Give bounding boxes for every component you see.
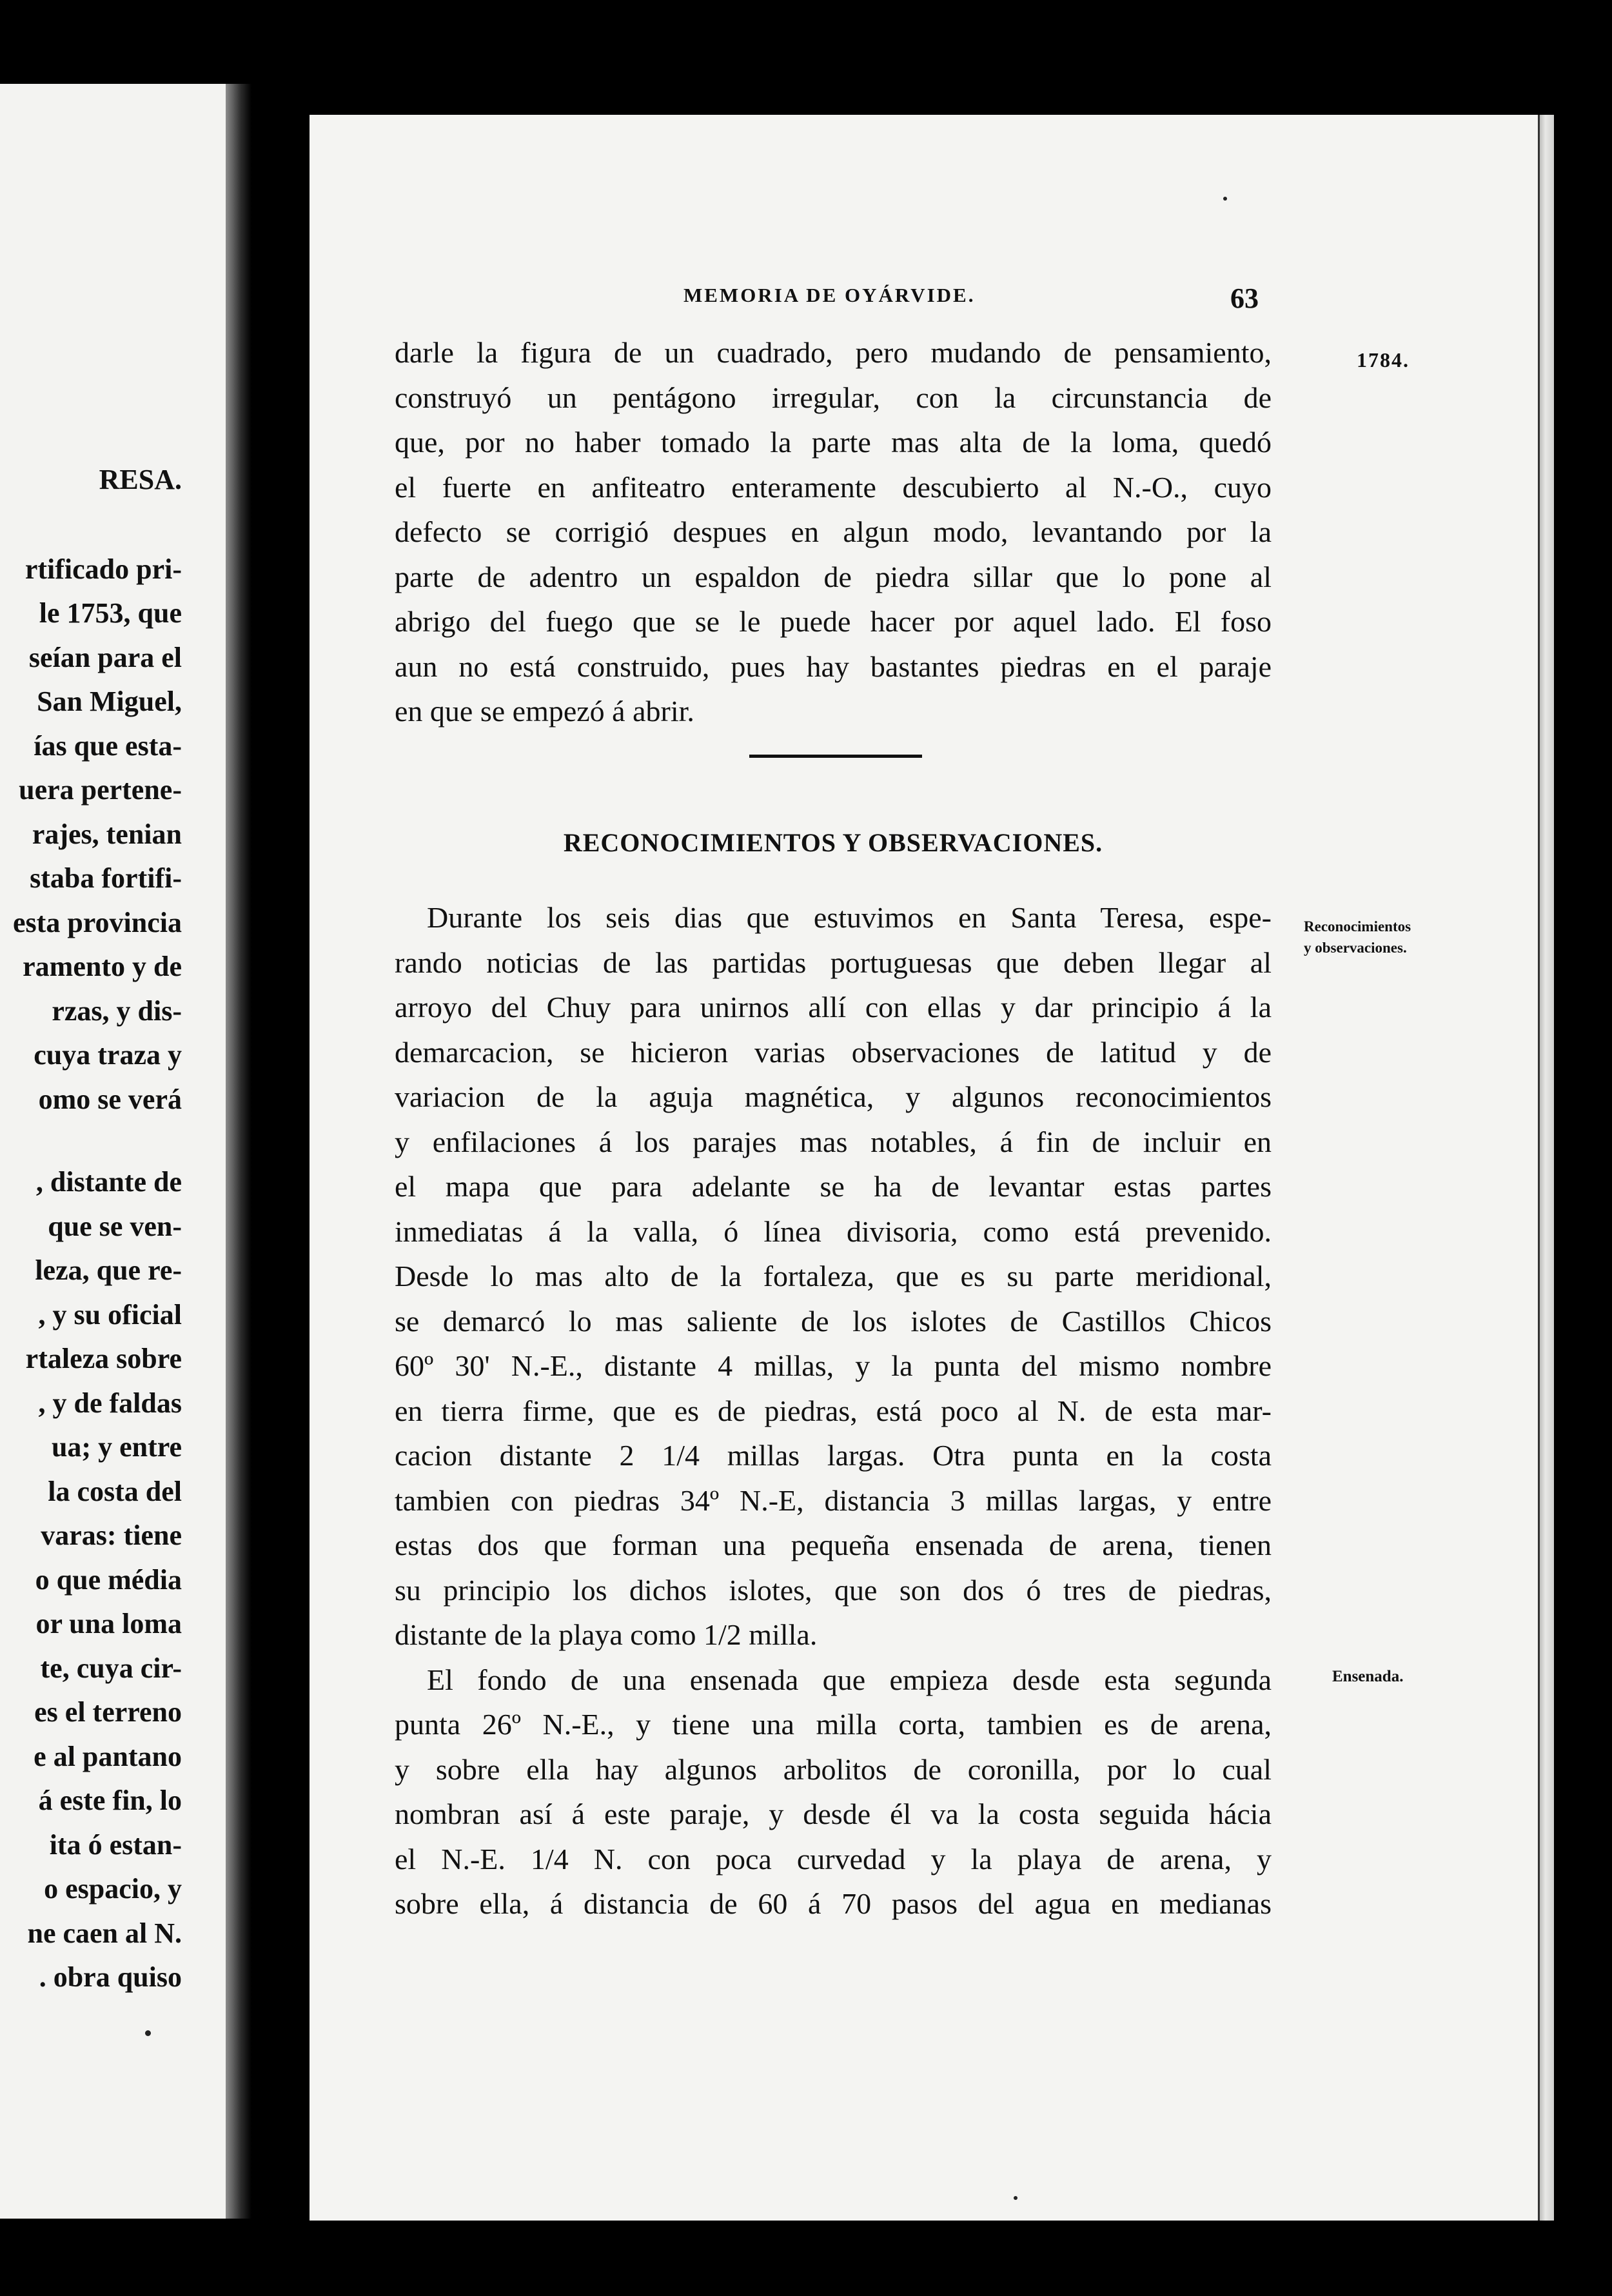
text-line: y sobre ella hay algunos arbolitos de coronilla, por lo cual (395, 1752, 1272, 1786)
text-line: el fuerte en anfiteatro enteramente descubierto al N.-O., cuyo (395, 470, 1272, 504)
text-line: ías que esta- (34, 729, 182, 762)
text-line: esta provincia (13, 906, 182, 938)
text-line: ramento y de (23, 951, 182, 982)
text-line: , y de faldas (38, 1387, 182, 1419)
text-line: El fondo de una ensenada que empieza desde esta segunda (427, 1663, 1272, 1696)
left-page (0, 84, 232, 2219)
text-line: inmediatas á la valla, ó línea divisoria, como está prevenido. (395, 1214, 1272, 1248)
text-line: staba fortifi- (30, 862, 182, 894)
text-line: se demarcó lo mas saliente de los islotes de Castillos Chicos (395, 1304, 1272, 1338)
page-edge (1538, 115, 1554, 2221)
text-line: RESA. (99, 464, 182, 495)
text-line: cacion distante 2 1/4 millas largas. Otra punta en la costa (395, 1439, 1272, 1472)
section-heading: RECONOCIMIENTOS Y OBSERVACIONES. (563, 828, 1103, 857)
text-line: darle la figura de un cuadrado, pero mudando de pensamiento, (395, 336, 1272, 369)
book-gutter (226, 84, 251, 2219)
paragraphs-2-3 (395, 895, 1272, 1926)
text-line: uera pertene- (19, 774, 182, 806)
text-line: su principio los dichos islotes, que son dos ó tres de piedras, (395, 1573, 1272, 1607)
margin-note-line: Reconocimientos (1304, 918, 1411, 935)
running-title: MEMORIA DE OYÁRVIDE. (683, 284, 976, 306)
page-number: 63 (1230, 282, 1259, 314)
dust-speck (1014, 2196, 1017, 2200)
text-line: sobre ella, á distancia de 60 á 70 pasos del agua en medianas (395, 1887, 1272, 1920)
text-line: ua; y entre (51, 1431, 182, 1463)
margin-note-ensenada: Ensenada. (1332, 1668, 1404, 1685)
text-line: y enfilaciones á los parajes mas notables, á fin de incluir en (395, 1125, 1272, 1158)
text-line: distante de la playa como 1/2 milla. (395, 1618, 818, 1651)
margin-note-reconocimientos (1304, 916, 1411, 958)
text-line: el mapa que para adelante se ha de levantar estas partes (395, 1170, 1272, 1203)
text-line: tambien con piedras 34º N.-E, distancia 3 millas largas, y entre (395, 1483, 1272, 1517)
text-line: o que média (35, 1563, 182, 1596)
text-line: arroyo del Chuy para unirnos allí con ellas y dar principio á la (395, 991, 1272, 1024)
text-line: defecto se corrigió despues en algun modo, levantando por la (395, 515, 1272, 548)
text-line: el N.-E. 1/4 N. con poca curvedad y la playa de arena, y (395, 1842, 1272, 1875)
margin-note-line: y observaciones. (1304, 940, 1407, 956)
text-line: . obra quiso (39, 1961, 182, 1993)
text-line: 60º 30' N.-E., distante 4 millas, y la punta del mismo nombre (395, 1349, 1272, 1382)
text-line: estas dos que forman una pequeña ensenada de arena, tienen (395, 1529, 1272, 1561)
text-line: Durante los seis dias que estuvimos en Santa Teresa, espe- (427, 901, 1272, 934)
text-line: aun no está construido, pues hay bastantes piedras en el paraje (395, 649, 1272, 683)
text-line: la costa del (48, 1475, 182, 1507)
text-line: e al pantano (34, 1740, 182, 1772)
dust-speck (145, 2030, 151, 2036)
text-line: es el terreno (34, 1696, 182, 1728)
text-line: varas: tiene (41, 1519, 182, 1551)
text-line: le 1753, que (39, 597, 182, 629)
text-line: rajes, tenian (32, 818, 182, 850)
text-line: variacion de la aguja magnética, y algunos reconocimientos (395, 1080, 1272, 1113)
text-line: abrigo del fuego que se le puede hacer por aquel lado. El foso (395, 605, 1272, 638)
text-line: que, por no haber tomado la parte mas alta de la loma, quedó (395, 426, 1272, 459)
paragraph-1 (395, 330, 1272, 734)
dust-speck (1223, 197, 1227, 201)
text-line: ne caen al N. (27, 1917, 182, 1949)
text-line: omo se verá (38, 1083, 182, 1115)
left-page-text (0, 368, 182, 2000)
text-line: parte de adentro un espaldon de piedra sillar que lo pone al (395, 560, 1272, 593)
text-line: que se ven- (48, 1210, 182, 1242)
text-line: á este fin, lo (38, 1785, 182, 1816)
section-divider (749, 755, 922, 758)
text-line: construyó un pentágono irregular, con la circunstancia de (395, 381, 1272, 414)
text-line: rtaleza sobre (25, 1343, 182, 1374)
text-line: or una loma (35, 1608, 182, 1639)
text-line: nombran así á este paraje, y desde él va la costa seguida hácia (395, 1797, 1272, 1830)
text-line: rtificado pri- (25, 553, 182, 585)
margin-note-year: 1784. (1357, 348, 1410, 371)
text-line: en que se empezó á abrir. (395, 695, 694, 727)
text-line: seían para el (28, 641, 182, 673)
text-line: rando noticias de las partidas portuguesas que deben llegar al (395, 945, 1272, 979)
text-line: leza, que re- (35, 1254, 182, 1286)
text-line: punta 26º N.-E., y tiene una milla corta, tambien es de arena, (395, 1708, 1272, 1741)
text-line: en tierra firme, que es de piedras, está poco al N. de esta mar- (395, 1394, 1272, 1427)
text-line: , distante de (35, 1166, 182, 1198)
text-line: te, cuya cir- (40, 1652, 182, 1684)
text-line: o espacio, y (44, 1873, 182, 1905)
text-line: ita ó estan- (49, 1828, 182, 1861)
text-line: , y su oficial (38, 1298, 182, 1331)
text-line: cuya traza y (34, 1039, 182, 1071)
text-line: rzas, y dis- (52, 995, 182, 1027)
text-line: demarcacion, se hicieron varias observaciones de latitud y de (395, 1035, 1272, 1069)
text-line: San Miguel, (37, 686, 182, 717)
text-line: Desde lo mas alto de la fortaleza, que es su parte meridional, (395, 1260, 1272, 1292)
